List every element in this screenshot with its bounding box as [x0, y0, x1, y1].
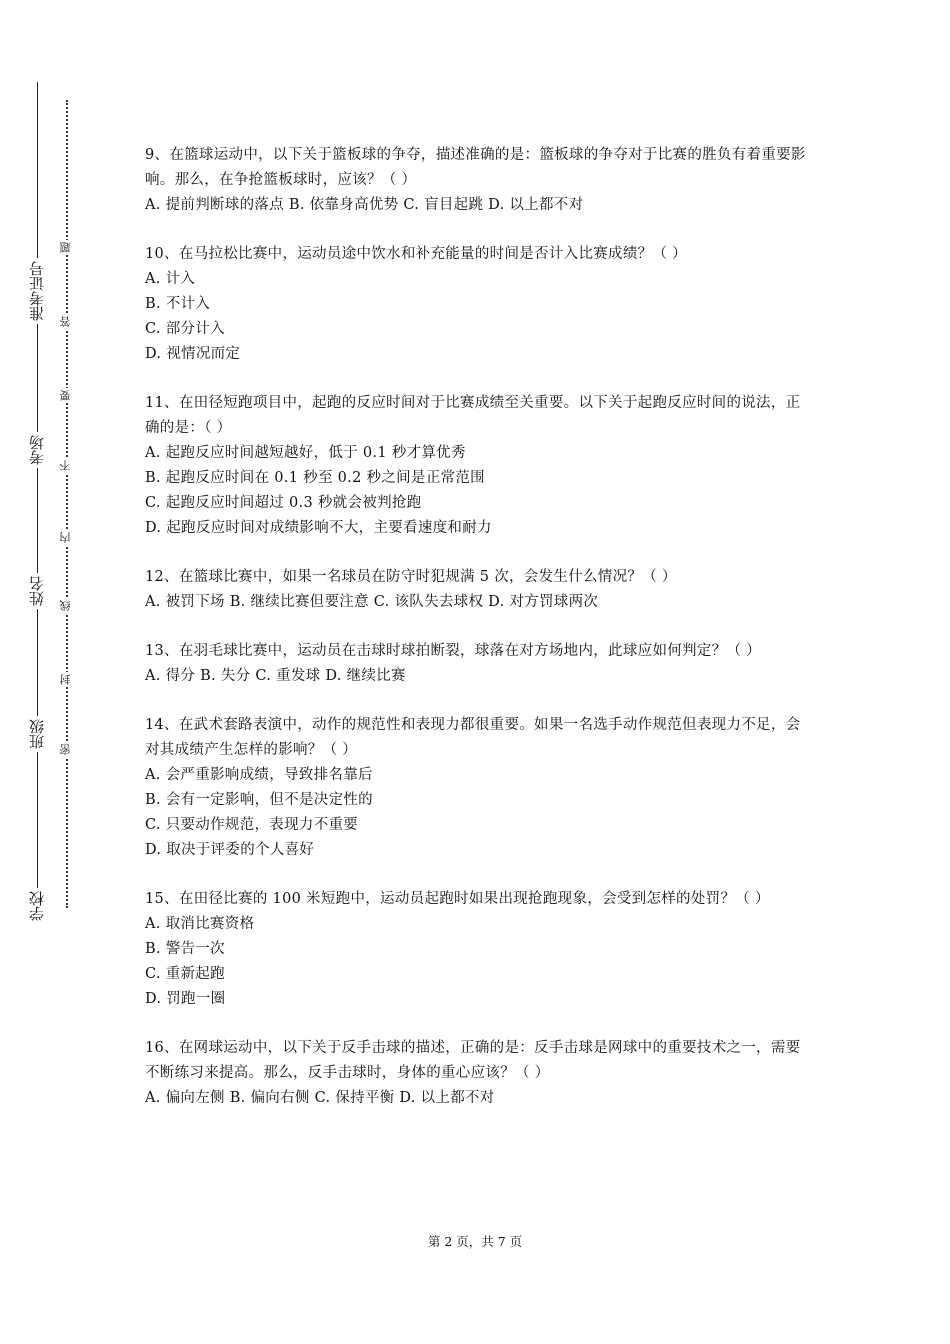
- option-d: D. 取决于评委的个人喜好: [145, 842, 315, 858]
- option-d: D. 起跑反应时间对成绩影响不大，主要看速度和耐力: [145, 520, 492, 536]
- seal-char: 不: [59, 460, 72, 471]
- option-b: B. 会有一定影响，但不是决定性的: [145, 792, 373, 808]
- field-class: 班级: [26, 716, 48, 752]
- question-16: [145, 1036, 815, 1111]
- question-13: [145, 639, 815, 689]
- question-text: 14、在武术套路表演中，动作的规范性和表现力都很重要。如果一名选手动作规范但表现力不足，会对其成绩产生怎样的影响？（ ）: [145, 717, 801, 758]
- question-9: [145, 143, 815, 218]
- seal-char: 题: [59, 242, 72, 253]
- option-c: C. 起跑反应时间超过 0.3 秒就会被判抢跑: [145, 495, 422, 511]
- question-15: [145, 887, 815, 1012]
- seal-char: 要: [59, 390, 72, 401]
- option-c: C. 只要动作规范，表现力不重要: [145, 817, 359, 833]
- option-a: A. 会严重影响成绩，导致排名靠后: [145, 767, 373, 783]
- option-c: C. 重新起跑: [145, 966, 225, 982]
- option-line: A. 提前判断球的落点 B. 依靠身高优势 C. 盲目起跳 D. 以上都不对: [145, 197, 584, 213]
- question-14: [145, 713, 815, 863]
- question-10: [145, 242, 815, 367]
- option-a: A. 取消比赛资格: [145, 916, 255, 932]
- question-list: [145, 143, 815, 1135]
- seal-char: 封: [59, 674, 72, 685]
- option-b: B. 起跑反应时间在 0.1 秒至 0.2 秒之间是正常范围: [145, 470, 485, 486]
- field-school: 学校: [26, 888, 48, 924]
- option-a: A. 计入: [145, 271, 196, 287]
- question-12: [145, 565, 815, 615]
- question-text: 11、在田径短跑项目中，起跑的反应时间对于比赛成绩至关重要。以下关于起跑反应时间的说法，正确的是：（ ）: [145, 395, 801, 436]
- question-text: 15、在田径比赛的 100 米短跑中，运动员起跑时如果出现抢跑现象，会受到怎样的处罚？（ ）: [145, 891, 770, 907]
- field-name: 姓名: [26, 573, 48, 609]
- question-text: 13、在羽毛球比赛中，运动员在击球时球拍断裂，球落在对方场地内，此球应如何判定？（ ）: [145, 643, 761, 659]
- option-d: D. 视情况而定: [145, 346, 241, 362]
- question-text: 9、在篮球运动中，以下关于篮板球的争夺，描述准确的是：篮板球的争夺对于比赛的胜负有着重要影响。那么，在争抢篮板球时，应该？（ ）: [145, 147, 806, 188]
- question-text: 16、在网球运动中，以下关于反手击球的描述，正确的是：反手击球是网球中的重要技术之一，需要不断练习来提高。那么，反手击球时，身体的重心应该？（ ）: [145, 1040, 801, 1081]
- option-c: C. 部分计入: [145, 321, 225, 337]
- option-line: A. 得分 B. 失分 C. 重发球 D. 继续比赛: [145, 668, 406, 684]
- seal-char: 答: [59, 316, 72, 327]
- question-11: [145, 391, 815, 541]
- binding-margin: [0, 0, 120, 1344]
- option-d: D. 罚跑一圈: [145, 991, 226, 1007]
- binding-solid-line: [37, 82, 38, 902]
- option-b: B. 警告一次: [145, 941, 225, 957]
- option-line: A. 被罚下场 B. 继续比赛但要注意 C. 该队失去球权 D. 对方罚球两次: [145, 594, 599, 610]
- field-exam-room: 考场: [26, 432, 48, 468]
- page-number: 第 2 页，共 7 页: [427, 1234, 523, 1249]
- option-b: B. 不计入: [145, 296, 211, 312]
- option-line: A. 偏向左侧 B. 偏向右侧 C. 保持平衡 D. 以上都不对: [145, 1090, 495, 1106]
- seal-char: 密: [59, 744, 72, 755]
- question-text: 10、在马拉松比赛中，运动员途中饮水和补充能量的时间是否计入比赛成绩？（ ）: [145, 246, 687, 262]
- question-text: 12、在篮球比赛中，如果一名球员在防守时犯规满 5 次，会发生什么情况？（ ）: [145, 569, 677, 585]
- field-exam-number: 准考证号: [26, 258, 48, 324]
- seal-char: 线: [59, 600, 72, 611]
- option-a: A. 起跑反应时间越短越好，低于 0.1 秒才算优秀: [145, 445, 466, 461]
- binding-dotted-line: [66, 100, 68, 908]
- seal-char: 内: [59, 532, 72, 543]
